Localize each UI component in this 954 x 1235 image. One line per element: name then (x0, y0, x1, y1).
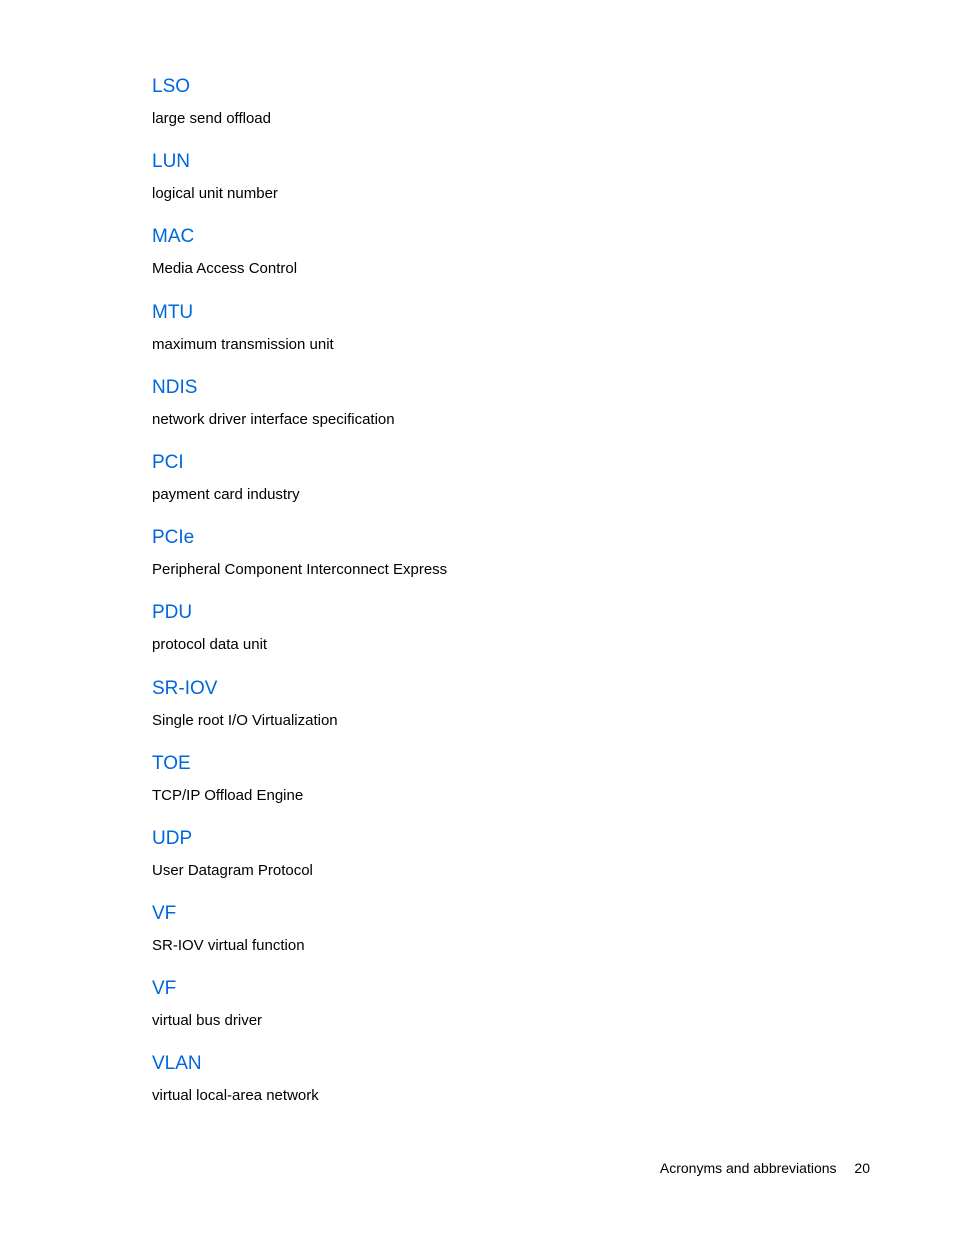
glossary-term: PDU (152, 602, 193, 624)
glossary-definition: User Datagram Protocol (152, 861, 313, 879)
glossary-term: LSO (152, 76, 191, 97)
glossary-term: VLAN (152, 1053, 202, 1075)
glossary-definition: SR-IOV virtual function (152, 937, 305, 955)
glossary-definition: Single root I/O Virtualization (152, 711, 338, 729)
glossary-entry (152, 675, 852, 750)
glossary-entry (152, 223, 852, 298)
glossary-entry (152, 73, 852, 148)
glossary-term: MAC (152, 226, 195, 248)
glossary-term: PCIe (152, 527, 195, 549)
glossary-term: VF (152, 978, 177, 1000)
glossary-entry (152, 524, 852, 599)
glossary-entry (152, 750, 852, 825)
glossary-term: NDIS (152, 376, 198, 398)
glossary-entry (152, 975, 852, 1050)
page-number: 20 (854, 1160, 870, 1176)
glossary-term: SR-IOV (152, 677, 218, 699)
glossary-entry (152, 1050, 852, 1125)
glossary-definition: network driver interface specification (152, 410, 395, 428)
glossary-entry (152, 449, 852, 524)
glossary-definition: maximum transmission unit (152, 335, 334, 353)
glossary-list (152, 73, 852, 1126)
glossary-term: LUN (152, 151, 191, 173)
glossary-entry (152, 900, 852, 975)
footer-section-title: Acronyms and abbreviations (659, 1160, 837, 1176)
glossary-definition: virtual bus driver (152, 1012, 263, 1030)
glossary-entry (152, 599, 852, 674)
glossary-term: TOE (152, 752, 191, 774)
glossary-term: PCI (152, 451, 184, 473)
glossary-term: MTU (152, 301, 194, 323)
glossary-entry (152, 374, 852, 449)
glossary-definition: protocol data unit (152, 636, 268, 654)
glossary-definition: Peripheral Component Interconnect Express (152, 561, 448, 579)
glossary-definition: TCP/IP Offload Engine (152, 786, 304, 804)
glossary-definition: Media Access Control (152, 260, 298, 278)
glossary-term: VF (152, 903, 177, 925)
glossary-definition: logical unit number (152, 185, 278, 203)
glossary-term: UDP (152, 827, 193, 849)
glossary-definition: large send offload (152, 110, 271, 127)
glossary-entry (152, 825, 852, 900)
page-footer (660, 1158, 870, 1178)
glossary-definition: virtual local-area network (152, 1087, 319, 1105)
glossary-entry (152, 299, 852, 374)
glossary-entry (152, 148, 852, 223)
glossary-definition: payment card industry (152, 485, 300, 503)
